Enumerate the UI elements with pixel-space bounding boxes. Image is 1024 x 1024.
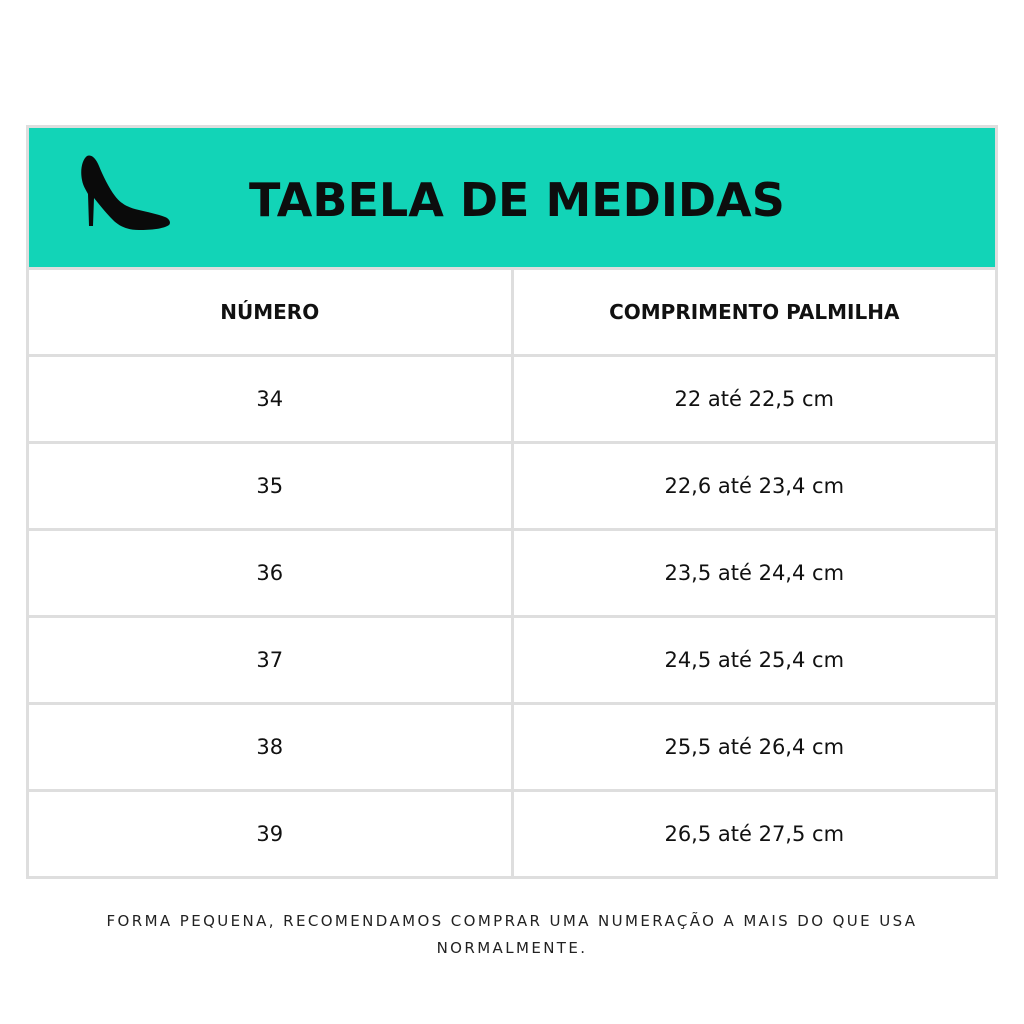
table-row [28,530,997,617]
size-cell: 34 [28,356,513,443]
length-cell: 26,5 até 27,5 cm [512,791,997,878]
column-header-number: NÚMERO [28,269,513,356]
high-heel-shoe-icon [79,152,171,232]
title-cell [28,127,997,269]
table-row [28,791,997,878]
size-cell: 37 [28,617,513,704]
title-banner [28,127,997,269]
footnote-text: FORMA PEQUENA, RECOMENDAMOS COMPRAR UMA NUMERAÇÃO A MAIS DO QUE USA NORMALMENTE. [106,912,918,957]
size-cell: 39 [28,791,513,878]
column-header-insole-length: COMPRIMENTO PALMILHA [512,269,997,356]
table-row [28,617,997,704]
table-row [28,356,997,443]
size-chart-table [26,125,998,879]
table-header-row [28,269,997,356]
size-cell: 38 [28,704,513,791]
size-cell: 36 [28,530,513,617]
page-title: TABELA DE MEDIDAS [249,173,785,227]
table-row [28,704,997,791]
length-cell: 25,5 até 26,4 cm [512,704,997,791]
size-cell: 35 [28,443,513,530]
length-cell: 24,5 até 25,4 cm [512,617,997,704]
length-cell: 22 até 22,5 cm [512,356,997,443]
length-cell: 23,5 até 24,4 cm [512,530,997,617]
table-row [28,443,997,530]
length-cell: 22,6 até 23,4 cm [512,443,997,530]
